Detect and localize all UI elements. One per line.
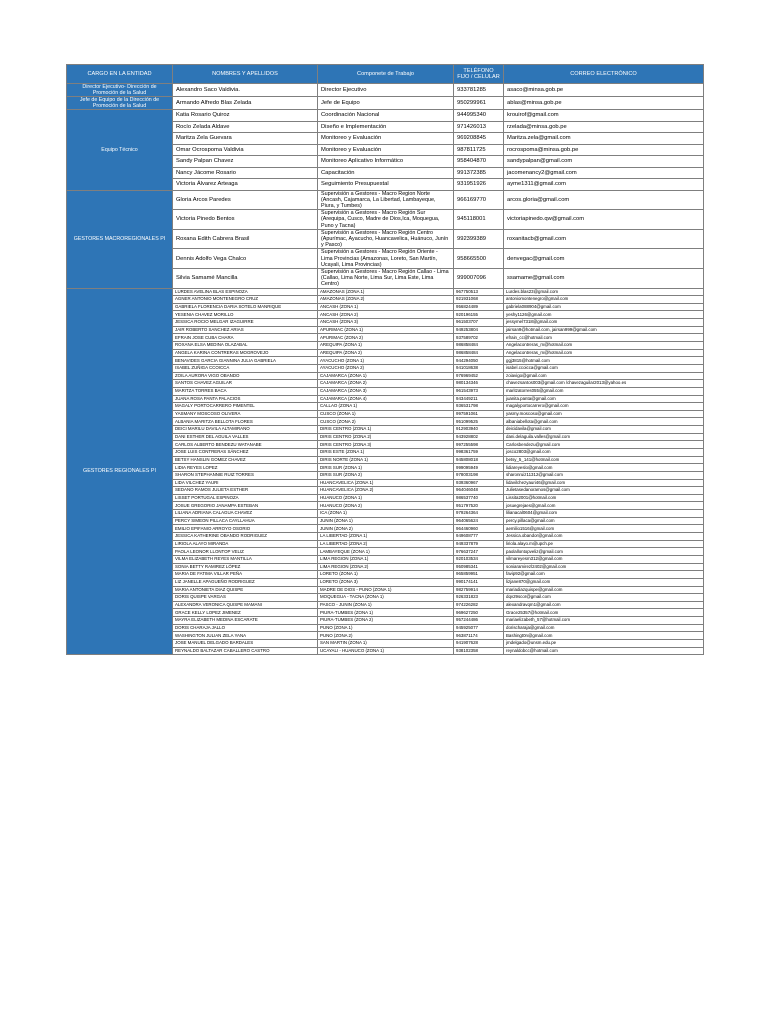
email-cell: mariadiazquispe@gmail.com bbox=[504, 586, 704, 594]
email-cell: dani.delaguila.valles@gmail.com bbox=[504, 433, 704, 441]
component-cell: DIRIS CENTRO (ZONA 2) bbox=[318, 433, 454, 441]
phone-cell: 997255598 bbox=[454, 441, 504, 449]
component-cell: HUANCAVELICA (ZONA 2) bbox=[318, 487, 454, 495]
name-cell: ISABEL ZUÑIGA CCOICCA bbox=[173, 364, 318, 372]
email-cell: Angelacontreras_m@hotmail.com bbox=[504, 342, 704, 350]
email-cell: ssamame@gmail.com bbox=[504, 268, 704, 288]
email-cell: Grace25357@hotmail.com bbox=[504, 609, 704, 617]
phone-cell: 951099525 bbox=[454, 418, 504, 426]
email-cell: josco2803@gmail.com bbox=[504, 449, 704, 457]
email-cell: roxanitacb@gmail.com bbox=[504, 229, 704, 249]
name-cell: Dennis Adolfo Vega Chalco bbox=[173, 249, 318, 269]
phone-cell: 945925077 bbox=[454, 624, 504, 632]
phone-cell: 931951926 bbox=[454, 179, 504, 191]
component-cell: ANCASH (ZONA 2) bbox=[318, 311, 454, 319]
phone-cell: 958665500 bbox=[454, 249, 504, 269]
component-cell: PASCO - JUNIN (ZONA 1) bbox=[318, 601, 454, 609]
name-cell: LIDA VILCHEZ YAURI bbox=[173, 479, 318, 487]
email-cell: lidavilchezyauri46@gmail.com bbox=[504, 479, 704, 487]
email-cell: jessymel7318@gmail.com bbox=[504, 319, 704, 327]
table-row bbox=[67, 110, 704, 122]
component-cell: AMAZONAS (ZONA 2) bbox=[318, 296, 454, 304]
component-cell: CUSCO (ZONA 1) bbox=[318, 410, 454, 418]
phone-cell: 990174141 bbox=[454, 578, 504, 586]
group-macroregionales: GESTORES MACROREGIONALES PI bbox=[67, 190, 173, 288]
component-cell: CAJAMARCA (ZONA 4) bbox=[318, 395, 454, 403]
name-cell: EFRAIN JOSE CUBA CHARA bbox=[173, 334, 318, 342]
phone-cell: 999007096 bbox=[454, 268, 504, 288]
component-cell: DIRIS CENTRO (ZONA 3) bbox=[318, 441, 454, 449]
email-cell: mariaelizabeth_57@hotmail.com bbox=[504, 617, 704, 625]
phone-cell: 991372385 bbox=[454, 167, 504, 179]
email-cell: zoiavigo@gmail.com bbox=[504, 372, 704, 380]
email-cell: gabriela088904@gmail.com bbox=[504, 303, 704, 311]
phone-cell: 986858484 bbox=[454, 349, 504, 357]
name-cell: MARIA ANTONIETA DIAZ QUISPE bbox=[173, 586, 318, 594]
component-cell: Supervisión a Gestores - Macro Región Oriente - Lima Provincias (Amazonas, Loreto, San Martín, Ucayali, Lima Provincias) bbox=[318, 249, 454, 269]
phone-cell: 920103534 bbox=[454, 555, 504, 563]
group-equipo-tecnico: Equipo Técnico bbox=[67, 110, 173, 191]
component-cell: HUANUCO (ZONA 1) bbox=[318, 494, 454, 502]
component-cell: DIRIS SUR (ZONA 1) bbox=[318, 464, 454, 472]
phone-cell: 936531798 bbox=[454, 403, 504, 411]
email-cell: lizjane870@gmail.com bbox=[504, 578, 704, 586]
email-cell: favip92@gmail.com bbox=[504, 571, 704, 579]
component-cell: Supervisión a Gestores - Macro Región Callao - Lima (Callao, Lima Norte, Lima Sur, Lima Este, Lima Centro) bbox=[318, 268, 454, 288]
component-cell: AREQUIPA (ZONA 2) bbox=[318, 349, 454, 357]
header-row bbox=[67, 65, 704, 84]
name-cell: REYNALDO BALTAZAR CABALLERO CASTRO bbox=[173, 647, 318, 655]
name-cell: SONIA BETTY RAMIREZ LÓPEZ bbox=[173, 563, 318, 571]
name-cell: LURDES AVELINA BLAS ESPINOZA bbox=[173, 288, 318, 296]
email-cell: jairsan9@hotmail.com, jairsan999@gmail.com bbox=[504, 326, 704, 334]
name-cell: PERCY SIMEON PILLACA CAYLLAHUA bbox=[173, 517, 318, 525]
header-componente: Componete de Trabajo bbox=[318, 65, 454, 84]
name-cell: SANTOS CHAVEZ AGUILAR bbox=[173, 380, 318, 388]
email-cell: krouirof@gmail.com bbox=[504, 110, 704, 122]
component-cell: AMAZONAS (ZONA 1) bbox=[318, 288, 454, 296]
email-cell: betsy_5_141@hotmail.com bbox=[504, 456, 704, 464]
email-cell: victoriapinedo.qw@gmail.com bbox=[504, 210, 704, 230]
name-cell: Victoria Pinedo Bentos bbox=[173, 210, 318, 230]
email-cell: reynaldobcc@hotmail.com bbox=[504, 647, 704, 655]
email-cell: arcos.gloria@gmail.com bbox=[504, 190, 704, 210]
component-cell: Supervisión a Gestores - Macro Región Centro (Apurímac, Ayacucho, Huancavelica, Huánuco, Junín y Pasco) bbox=[318, 229, 454, 249]
component-cell: LORETO (ZONA 1) bbox=[318, 571, 454, 579]
phone-cell: 966169770 bbox=[454, 190, 504, 210]
name-cell: SHARON STEPHANNIE RUIZ TORRES bbox=[173, 471, 318, 479]
name-cell: Rocío Zelada Aldave bbox=[173, 121, 318, 133]
phone-cell: 926331823 bbox=[454, 594, 504, 602]
name-cell: ALEXANDRA VERONICA QUISPE MAMANI bbox=[173, 601, 318, 609]
name-cell: LIZ JANELLE APAGUEÑO RODRIGUEZ bbox=[173, 578, 318, 586]
email-cell: josuegrejaes@gmail.com bbox=[504, 502, 704, 510]
name-cell: LILIANA ADRIANA CALAGUA CHAVEZ bbox=[173, 510, 318, 518]
component-cell: CALLAO (ZONA 1) bbox=[318, 403, 454, 411]
component-cell: SAN MARTIN (ZONA 1) bbox=[318, 640, 454, 648]
name-cell: Omar Ocrospoma Valdivia bbox=[173, 144, 318, 156]
email-cell: juanita.panta@gmail.com bbox=[504, 395, 704, 403]
name-cell: DEICI MARILU DAVILA ALTAMIRANO bbox=[173, 426, 318, 434]
name-cell: WASHINGTON JULIAN ZELA YANA bbox=[173, 632, 318, 640]
email-cell: antoniomontenegro@gmail.com bbox=[504, 296, 704, 304]
name-cell: DANI ESTHER DEL AGUILA VALLES bbox=[173, 433, 318, 441]
name-cell: JOSE LUIS CONTRERAS SÁNCHEZ bbox=[173, 449, 318, 457]
header-nombres: NOMBRES Y APELLIDOS bbox=[173, 65, 318, 84]
phone-cell: 939360967 bbox=[454, 479, 504, 487]
phone-cell: 937589702 bbox=[454, 334, 504, 342]
phone-cell: 986537740 bbox=[454, 494, 504, 502]
name-cell: BENAVIDES GARCIA GIANNINA JULIA GABRIELA bbox=[173, 357, 318, 365]
email-cell: Julietasedanoramos@gmail.com bbox=[504, 487, 704, 495]
email-cell: jmdelgado@unsm.edu.pe bbox=[504, 640, 704, 648]
email-cell: ayme1311@gmail.com bbox=[504, 179, 704, 191]
email-cell: sandypalpan@gmail.com bbox=[504, 156, 704, 168]
phone-cell: 992399389 bbox=[454, 229, 504, 249]
phone-cell: 920196155 bbox=[454, 311, 504, 319]
phone-cell: 950985341 bbox=[454, 563, 504, 571]
name-cell: Katia Rosario Quiroz bbox=[173, 110, 318, 122]
name-cell: JESSICA ROCIO MELGAR IZAGUIRRE bbox=[173, 319, 318, 327]
email-cell: soniaramirezl2402@gmail.com bbox=[504, 563, 704, 571]
name-cell: MARITZA TORRES BACA bbox=[173, 387, 318, 395]
component-cell: Supervisión a Gestores - Macro Región Sur (Arequipa, Cusco, Madre de Dios,Ica, Moquegua, Puno y Tacna) bbox=[318, 210, 454, 230]
phone-cell: 963871174 bbox=[454, 632, 504, 640]
phone-cell: 998361759 bbox=[454, 449, 504, 457]
phone-cell: 986858484 bbox=[454, 342, 504, 350]
name-cell: DORIS QUISPE VARGAS bbox=[173, 594, 318, 602]
name-cell: JOSE MANUEL DELGADO BARDALES bbox=[173, 640, 318, 648]
phone-cell: 964460960 bbox=[454, 525, 504, 533]
name-cell: Gloria Arcos Paredes bbox=[173, 190, 318, 210]
component-cell: LA LIBERTAD (ZONA 1) bbox=[318, 533, 454, 541]
phone-cell: 969208845 bbox=[454, 133, 504, 145]
phone-cell: 941907628 bbox=[454, 640, 504, 648]
component-cell: Monitoreo y Evaluación bbox=[318, 144, 454, 156]
component-cell: PUNO (ZONA 1) bbox=[318, 624, 454, 632]
name-cell: CARLOS ALBERTO BENDEZU WATANABE bbox=[173, 441, 318, 449]
phone-cell: 949253804 bbox=[454, 326, 504, 334]
component-cell: LIMA REGION (ZONA 1) bbox=[318, 555, 454, 563]
name-cell: Maritza Zela Guevara bbox=[173, 133, 318, 145]
phone-cell: 976637247 bbox=[454, 548, 504, 556]
email-cell: lidiareyeslo@gmail.com bbox=[504, 464, 704, 472]
name-cell: JAIR ROBERTO SANCHEZ ARIAS bbox=[173, 326, 318, 334]
phone-cell: 921931068 bbox=[454, 296, 504, 304]
phone-cell: 987811725 bbox=[454, 144, 504, 156]
phone-cell: 982759914 bbox=[454, 586, 504, 594]
phone-cell: 967750513 bbox=[454, 288, 504, 296]
name-cell: BETSY HANSLIN GOMEZ CHAVEZ bbox=[173, 456, 318, 464]
email-cell: Lurdes.blas23@gmail.com bbox=[504, 288, 704, 296]
component-cell: APURIMAC (ZONA 2) bbox=[318, 334, 454, 342]
email-cell: alexandravqm1@gmail.com bbox=[504, 601, 704, 609]
component-cell: MADRE DE DIOS - PUNO (ZONA 1) bbox=[318, 586, 454, 594]
component-cell: Director Ejecutivo bbox=[318, 84, 454, 97]
component-cell: LAMBAYEQUE (ZONA 1) bbox=[318, 548, 454, 556]
phone-cell: 945808018 bbox=[454, 456, 504, 464]
email-cell: vilmareyesm312@gmail.com bbox=[504, 555, 704, 563]
group-regionales: GESTORES REGIONALES PI bbox=[67, 288, 173, 655]
component-cell: DIRIS NORTE (ZONA 1) bbox=[318, 456, 454, 464]
name-cell: DORIS CHARAJA JALLO bbox=[173, 624, 318, 632]
header-cargo: CARGO EN LA ENTIDAD bbox=[67, 65, 173, 84]
component-cell: PIURA-TUMBES (ZONA 2) bbox=[318, 617, 454, 625]
table-row bbox=[67, 84, 704, 97]
email-cell: magalyportocarrero@gmail.com bbox=[504, 403, 704, 411]
email-cell: liriola.alayo.m@upch.pe bbox=[504, 540, 704, 548]
email-cell: paolallontopveliz@gmail.com bbox=[504, 548, 704, 556]
email-cell: aemilio1516@gmail.com bbox=[504, 525, 704, 533]
email-cell: denvegac@gmail.com bbox=[504, 249, 704, 269]
component-cell: AYACUCHO (ZONA 2) bbox=[318, 364, 454, 372]
email-cell: asaco@minsa.gob.pe bbox=[504, 84, 704, 97]
name-cell: EMILIO EPIFANIO ARROYO OSORIO bbox=[173, 525, 318, 533]
email-cell: percy.pillaca@gmail.com bbox=[504, 517, 704, 525]
phone-cell: 949337879 bbox=[454, 540, 504, 548]
component-cell: APURIMAC (ZONA 1) bbox=[318, 326, 454, 334]
phone-cell: 957244486 bbox=[454, 617, 504, 625]
name-cell: Silvia Samamé Mancilla bbox=[173, 268, 318, 288]
table-row bbox=[67, 97, 704, 110]
name-cell: MARIA DE FATIMA VILLAR PEÑA bbox=[173, 571, 318, 579]
header-telefono: TELÉFONO FIJO / CELULAR bbox=[454, 65, 504, 84]
leadership-section bbox=[67, 84, 704, 289]
name-cell: Sandy Palpan Chavez bbox=[173, 156, 318, 168]
email-cell: albaniabellota@gmail.com bbox=[504, 418, 704, 426]
email-cell: dqv29scor@gmail.com bbox=[504, 594, 704, 602]
phone-cell: 976969452 bbox=[454, 372, 504, 380]
name-cell: LIRIOLA ALAYO MIRANDA bbox=[173, 540, 318, 548]
name-cell: PAOLA LEONOR LLONTOP VELIZ bbox=[173, 548, 318, 556]
email-cell: efrain_cc@hotmail.com bbox=[504, 334, 704, 342]
email-cell: jacomenancy2@gmail.com bbox=[504, 167, 704, 179]
email-cell: Angelacontreras_m@hotmail.com bbox=[504, 349, 704, 357]
phone-cell: 969627250 bbox=[454, 609, 504, 617]
contact-directory-sheet bbox=[66, 64, 703, 655]
table-row bbox=[67, 288, 704, 296]
email-cell: lilianacal0604@gmail.com bbox=[504, 510, 704, 518]
name-cell: LIDIA REYES LOPEZ bbox=[173, 464, 318, 472]
email-cell: ggj3815@hotmail.com bbox=[504, 357, 704, 365]
email-cell: Lissita2001@hotmail.com bbox=[504, 494, 704, 502]
email-cell: yeshy1126@gmail.com bbox=[504, 311, 704, 319]
email-cell: dorischaraja@gmail.com bbox=[504, 624, 704, 632]
component-cell: Seguimiento Presupuestal bbox=[318, 179, 454, 191]
component-cell: AREQUIPA (ZONA 1) bbox=[318, 342, 454, 350]
component-cell: Coordinación Nacional bbox=[318, 110, 454, 122]
email-cell: isabel.ccoicca@gmail.com bbox=[504, 364, 704, 372]
phone-cell: 978003198 bbox=[454, 471, 504, 479]
component-cell: HUANUCO (ZONA 2) bbox=[318, 502, 454, 510]
component-cell: DIRIS SUR (ZONA 2) bbox=[318, 471, 454, 479]
name-cell: ANGELA KARINA CONTRERAS MOGROVEJO bbox=[173, 349, 318, 357]
name-cell: Victoria Álvarez Arteaga bbox=[173, 179, 318, 191]
name-cell: Alexandro Saco Valdivia. bbox=[173, 84, 318, 97]
component-cell: Supervisión a Gestores - Macro Region Norte (Ancash, Cajamarca, La Libertad, Lambayeque, Piura, y Tumbes) bbox=[318, 190, 454, 210]
name-cell: YESENIA CHAVEZ MORILLO bbox=[173, 311, 318, 319]
phone-cell: 943928802 bbox=[454, 433, 504, 441]
phone-cell: 912903940 bbox=[454, 426, 504, 434]
phone-cell: 945118001 bbox=[454, 210, 504, 230]
email-cell: maritzatorres055@gmail.com bbox=[504, 387, 704, 395]
name-cell: ZOILA AURORA VIGO OBANDO bbox=[173, 372, 318, 380]
phone-cell: 964046048 bbox=[454, 487, 504, 495]
component-cell: Jefe de Equipo bbox=[318, 97, 454, 110]
name-cell: Armando Alfredo Blas Zelada bbox=[173, 97, 318, 110]
component-cell: JUNIN (ZONA 2) bbox=[318, 525, 454, 533]
phone-cell: 961543973 bbox=[454, 387, 504, 395]
email-cell: yasmy.moscoso@gmail.com bbox=[504, 410, 704, 418]
name-cell: ALBANIA MARITZA BELLOTA FLORES bbox=[173, 418, 318, 426]
component-cell: HUANCAVELICA (ZONA 1) bbox=[318, 479, 454, 487]
name-cell: VILMA ELIZABETH REYES MANTILLA bbox=[173, 555, 318, 563]
phone-cell: 971426013 bbox=[454, 121, 504, 133]
component-cell: PIURA-TUMBES (ZONA 1) bbox=[318, 609, 454, 617]
email-cell: Maritza.zela@gmail.com bbox=[504, 133, 704, 145]
component-cell: LORETO (ZONA 3) bbox=[318, 578, 454, 586]
component-cell: CAJAMARCA (ZONA 3) bbox=[318, 387, 454, 395]
component-cell: CAJAMARCA (ZONA 2) bbox=[318, 380, 454, 388]
group-director: Director Ejecutivo- Dirección de Promoción de la Salud bbox=[67, 84, 173, 97]
name-cell: LISSET PORTUGAL ESPINOZA bbox=[173, 494, 318, 502]
component-cell: ICA (ZONA 1) bbox=[318, 510, 454, 518]
phone-cell: 974226282 bbox=[454, 601, 504, 609]
name-cell: GABRIELA FLORENCIA DARIA SOTELO MANRIQUE bbox=[173, 303, 318, 311]
email-cell: chavezsantos003@gmail.com /chavezaguilar2013@yahoo.es bbox=[504, 380, 704, 388]
component-cell: DIRIS CENTRO (ZONA 1) bbox=[318, 426, 454, 434]
name-cell: Roxana Edith Cabrera Brasil bbox=[173, 229, 318, 249]
component-cell: ANCASH (ZONA 1) bbox=[318, 303, 454, 311]
group-jefe: Jefe de Equipo de la Dirección de Promoción de la Salud bbox=[67, 97, 173, 110]
component-cell: CUSCO (ZONA 2) bbox=[318, 418, 454, 426]
email-cell: deicidavila@gmail.com bbox=[504, 426, 704, 434]
table-row bbox=[67, 190, 704, 210]
email-cell: sharonruiz11312@gmail.com bbox=[504, 471, 704, 479]
component-cell: PUNO (ZONA 2) bbox=[318, 632, 454, 640]
component-cell: LA LIBERTAD (ZONA 2) bbox=[318, 540, 454, 548]
phone-cell: 943449211 bbox=[454, 395, 504, 403]
phone-cell: 949608777 bbox=[454, 533, 504, 541]
phone-cell: 964065624 bbox=[454, 517, 504, 525]
phone-cell: 950299961 bbox=[454, 97, 504, 110]
contact-table bbox=[66, 64, 704, 655]
email-cell: rocrospoma@minsa.gob.pe bbox=[504, 144, 704, 156]
component-cell: JUNIN (ZONA 1) bbox=[318, 517, 454, 525]
name-cell: YASMANY MOSCOSO OLIVERA bbox=[173, 410, 318, 418]
name-cell: SEDANO RAMOS JULIETA ESTHER bbox=[173, 487, 318, 495]
component-cell: Capacitación bbox=[318, 167, 454, 179]
phone-cell: 979264364 bbox=[454, 510, 504, 518]
component-cell: Monitoreo Aplicativo Informático bbox=[318, 156, 454, 168]
name-cell: MAGALY PORTOCARRERO PIMENTEL bbox=[173, 403, 318, 411]
phone-cell: 944294050 bbox=[454, 357, 504, 365]
phone-cell: 938102358 bbox=[454, 647, 504, 655]
email-cell: rzelada@minsa.gob.pe bbox=[504, 121, 704, 133]
component-cell: AYACUCHO (ZONA 1) bbox=[318, 357, 454, 365]
phone-cell: 958404870 bbox=[454, 156, 504, 168]
component-cell: UCAYALI - HUANUCO (ZONA 1) bbox=[318, 647, 454, 655]
name-cell: MAYRA ELIZABETH MEDINA ESCARATE bbox=[173, 617, 318, 625]
phone-cell: 997591061 bbox=[454, 410, 504, 418]
phone-cell: 956824489 bbox=[454, 303, 504, 311]
name-cell: JUANA ROSA PANTA PALACIOS bbox=[173, 395, 318, 403]
component-cell: DIRIS ESTE (ZONA 1) bbox=[318, 449, 454, 457]
email-cell: Bashingt0n@gmail.com bbox=[504, 632, 704, 640]
name-cell: AGNER ANTONIO MONTENEGRO CRUZ bbox=[173, 296, 318, 304]
header-correo: CORREO ELECTRÓNICO bbox=[504, 65, 704, 84]
name-cell: JESSICA KATHERINE OBANDO RODRIGUEZ bbox=[173, 533, 318, 541]
phone-cell: 980134346 bbox=[454, 380, 504, 388]
regional-section bbox=[67, 288, 704, 655]
component-cell: LIMA REGION (ZONA 2) bbox=[318, 563, 454, 571]
name-cell: JOSUE GREGORIO JANAMPA ESTEBAN bbox=[173, 502, 318, 510]
name-cell: Nancy Jácome Rosario bbox=[173, 167, 318, 179]
email-cell: Carlosbendezu@gmail.com bbox=[504, 441, 704, 449]
phone-cell: 961503707 bbox=[454, 319, 504, 327]
name-cell: ROXANA ELSA MEDINA OLAZABAL bbox=[173, 342, 318, 350]
phone-cell: 999095949 bbox=[454, 464, 504, 472]
component-cell: Diseño e Implementación bbox=[318, 121, 454, 133]
name-cell: GRACE KELLY LOPEZ JIMENEZ bbox=[173, 609, 318, 617]
component-cell: MOQUEGUA - TACNA (ZONA 1) bbox=[318, 594, 454, 602]
phone-cell: 965859951 bbox=[454, 571, 504, 579]
phone-cell: 941018638 bbox=[454, 364, 504, 372]
email-cell: Jessica.obandor@gmail.com bbox=[504, 533, 704, 541]
phone-cell: 933781285 bbox=[454, 84, 504, 97]
component-cell: Monitoreo y Evaluación bbox=[318, 133, 454, 145]
component-cell: CAJAMARCA (ZONA 1) bbox=[318, 372, 454, 380]
phone-cell: 944995340 bbox=[454, 110, 504, 122]
email-cell: ablas@minsa.gob.pe bbox=[504, 97, 704, 110]
component-cell: ANCASH (ZONA 3) bbox=[318, 319, 454, 327]
phone-cell: 951797520 bbox=[454, 502, 504, 510]
